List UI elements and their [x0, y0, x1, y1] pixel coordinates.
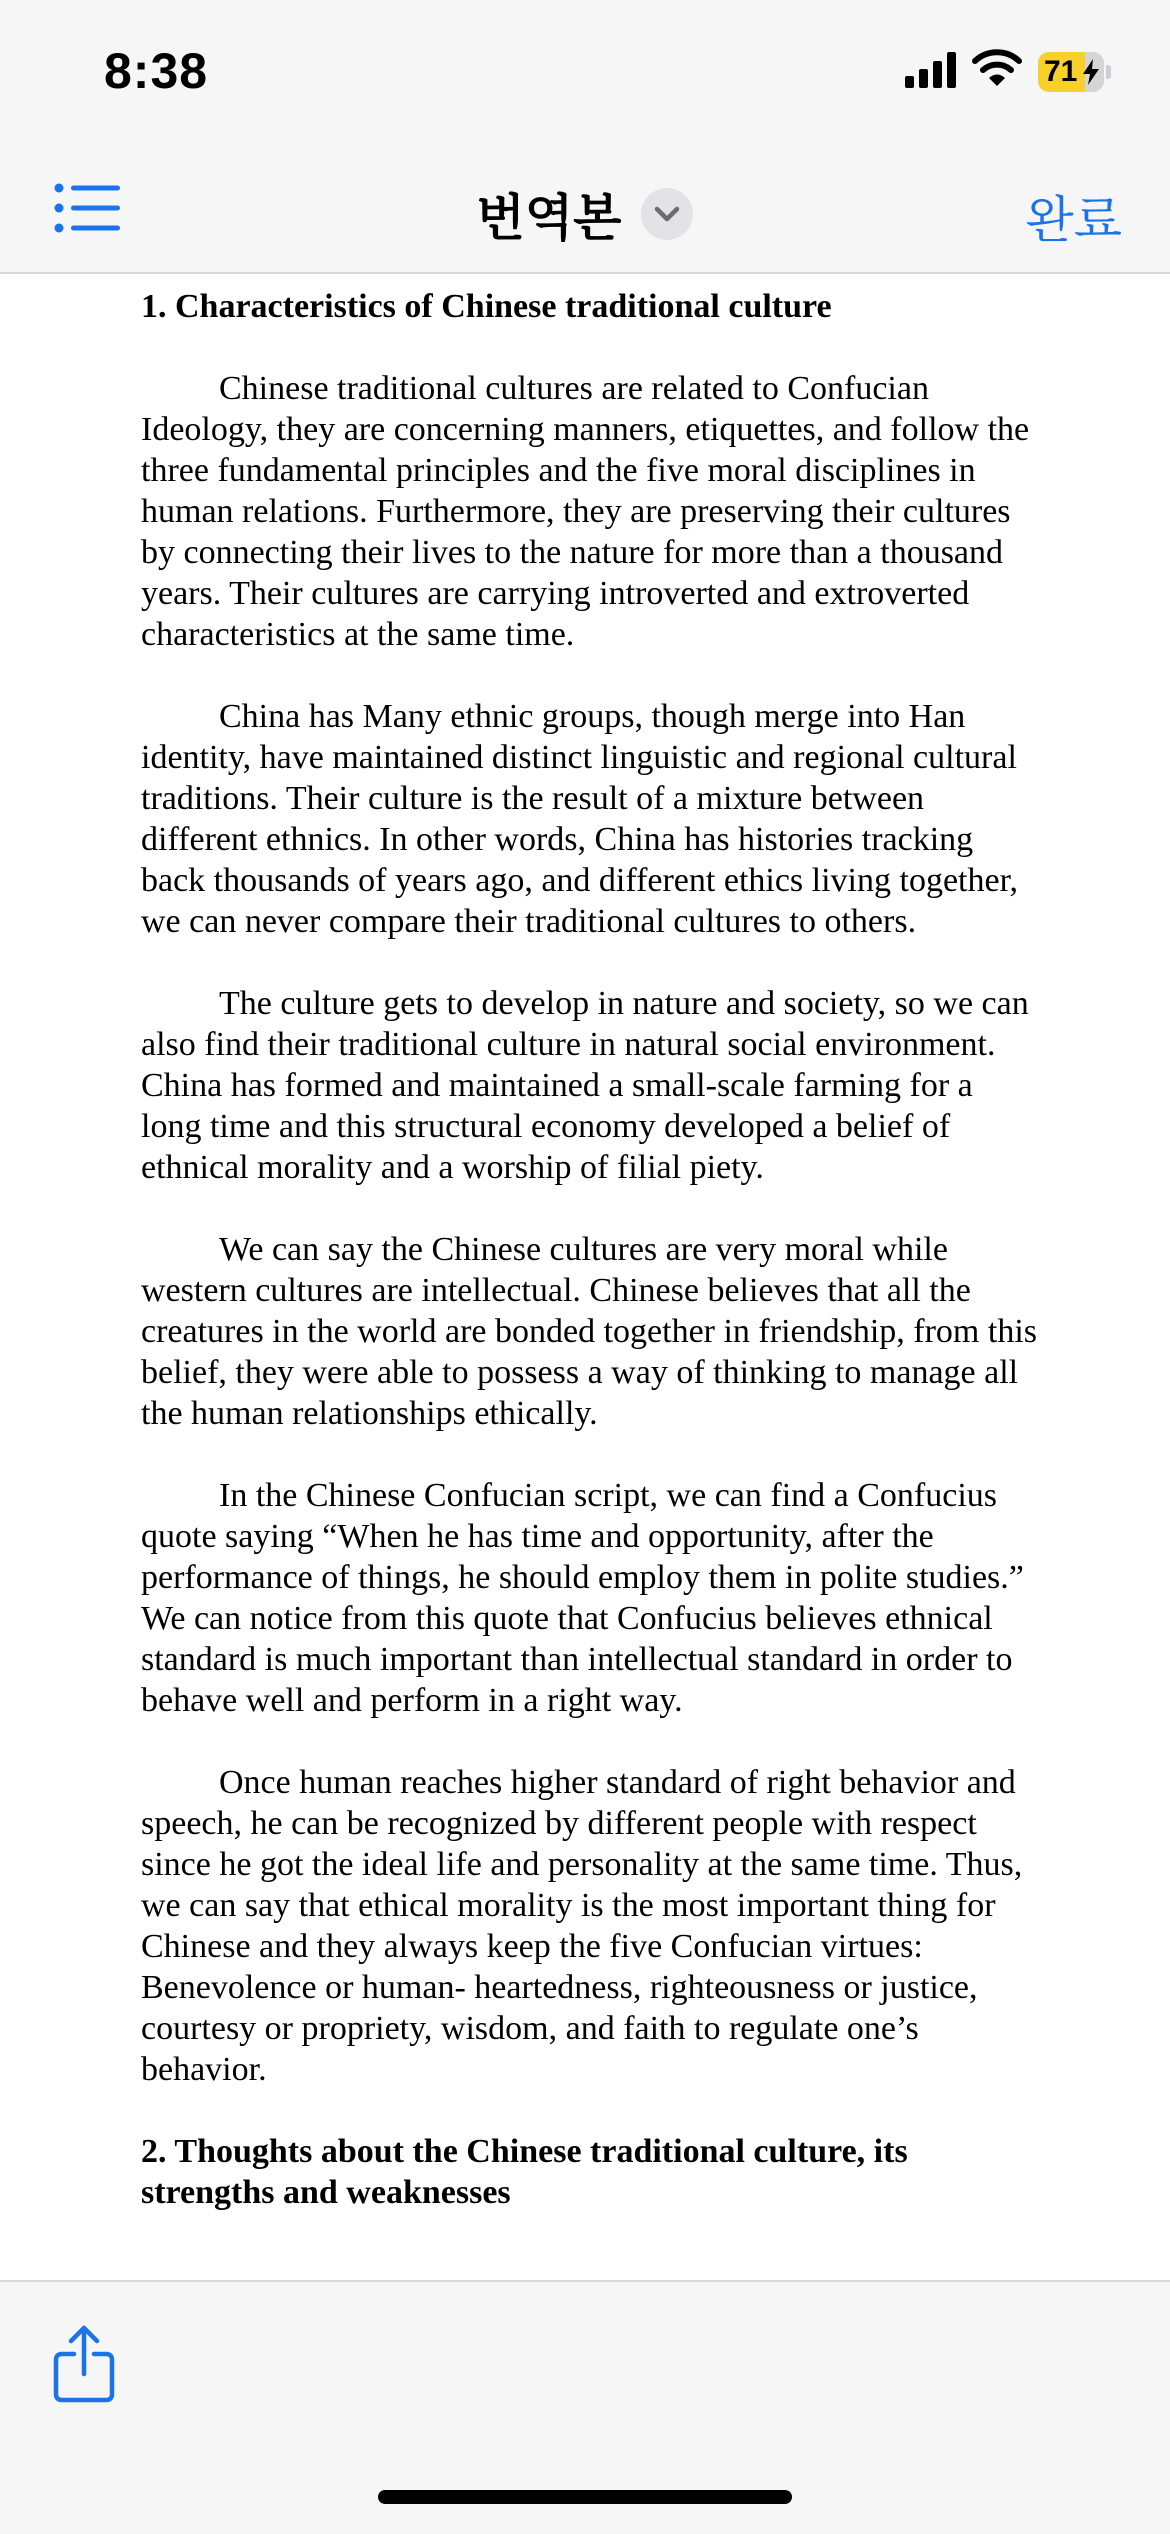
wifi-icon	[972, 48, 1022, 88]
status-bar	[0, 0, 1170, 150]
status-time: 8:38	[104, 43, 209, 99]
nav-bar	[0, 150, 1170, 274]
document-content	[141, 286, 1041, 2230]
chevron-down-icon	[654, 204, 680, 224]
battery-percent: 71	[1044, 55, 1078, 88]
paragraph: China has Many ethnic groups, though merge into Han identity, have maintained distinct linguistic and regional cultural traditions. Their culture is the result of a mixture between different ethnics. In other words, China has histories tracking back thousands of years ago, and different ethics living together, we can never compare their traditional cultures to others.	[141, 698, 1019, 940]
share-icon[interactable]	[52, 2324, 116, 2404]
home-indicator	[378, 2490, 792, 2504]
section-heading-2: 2. Thoughts about the Chinese traditional culture, its strengths and weaknesses	[141, 2133, 908, 2211]
document-view[interactable]	[0, 274, 1170, 2230]
paragraph: Once human reaches higher standard of right behavior and speech, he can be recognized by different people with respect since he got the ideal life and personality at the same time. Thus, we can say that ethical morality is the most important thing for Chinese and they always keep the five Confucian virtues: Benevolence or human- heartedness, righteousness or justice, courtesy or propriety, wisdom, and faith to regulate one’s behavior.	[141, 1764, 1023, 2088]
battery-cap	[1106, 65, 1111, 79]
bolt-icon	[1082, 59, 1100, 85]
title-menu-button[interactable]	[641, 188, 693, 240]
signal-icon	[905, 52, 959, 88]
paragraph: The culture gets to develop in nature and society, so we can also find their traditional culture in natural social environment. China has formed and maintained a small-scale farming for a long time and this structural economy developed a belief of ethnical morality and a worship of filial piety.	[141, 985, 1029, 1186]
done-button[interactable]: 완료	[1025, 191, 1122, 249]
paragraph: We can say the Chinese cultures are very moral while western cultures are intellectual. Chinese believes that all the creatures in the world are bonded together in friendship, from this belief, they were able to possess a way of thinking to manage all the human relationships ethically.	[141, 1231, 1038, 1432]
nav-title[interactable]: 번역본	[476, 189, 622, 247]
paragraph: In the Chinese Confucian script, we can find a Confucius quote saying “When he has time and opportunity, after the performance of things, he should employ them in polite studies.” We can notice from this quote that Confucius believes ethnical standard is much important than intellectual standard in order to behave well and perform in a right way.	[141, 1477, 1024, 1719]
battery-indicator	[1038, 52, 1112, 92]
section-heading-1: 1. Characteristics of Chinese traditional culture	[141, 288, 832, 325]
paragraph: Chinese traditional cultures are related to Confucian Ideology, they are concerning manners, etiquettes, and follow the three fundamental principles and the five moral disciplines in human relations. Furthermore, they are preserving their cultures by connecting their lives to the nature for more than a thousand years. Their cultures are carrying introverted and extroverted characteristics at the same time.	[141, 370, 1030, 653]
nav-title-group[interactable]	[0, 178, 1170, 250]
